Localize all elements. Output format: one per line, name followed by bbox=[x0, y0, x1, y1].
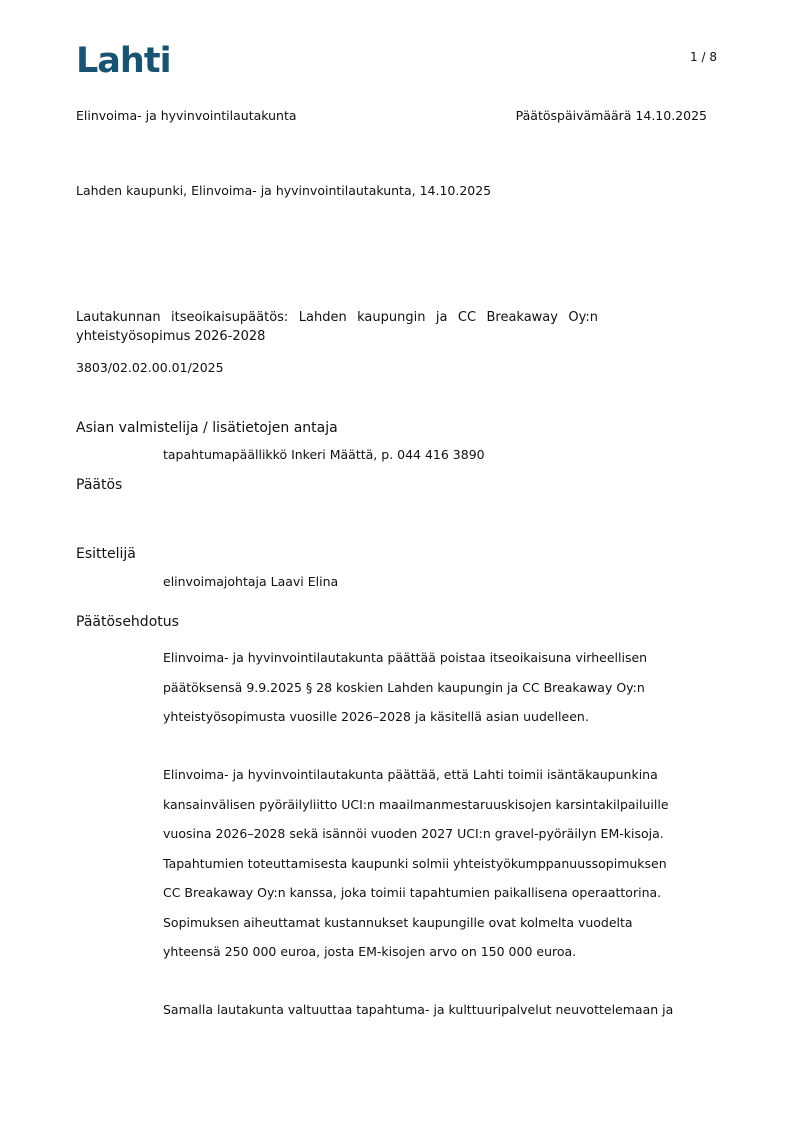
header-decision-date: Päätöspäivämäärä 14.10.2025 bbox=[515, 108, 707, 123]
paragraph-line: yhteensä 250 000 euroa, josta EM-kisojen arvo on 150 000 euroa. bbox=[163, 944, 577, 959]
paragraph-line: yhteistyösopimusta vuosille 2026–2028 ja käsitellä asian uudelleen. bbox=[163, 709, 589, 724]
proposal-paragraph-1 bbox=[163, 643, 703, 732]
preparer-value: tapahtumapäällikkö Inkeri Määttä, p. 044 416 3890 bbox=[163, 447, 485, 462]
presenter-value: elinvoimajohtaja Laavi Elina bbox=[163, 574, 339, 589]
decision-heading: Päätös bbox=[76, 477, 123, 493]
preparer-heading: Asian valmistelija / lisätietojen antaja bbox=[76, 420, 338, 436]
subject-line-2: yhteistyösopimus 2026-2028 bbox=[76, 329, 266, 344]
proposal-heading: Päätösehdotus bbox=[76, 614, 179, 630]
paragraph-line: CC Breakaway Oy:n kanssa, joka toimii tapahtumien paikallisena operaattorina. bbox=[163, 885, 662, 900]
header-committee: Elinvoima- ja hyvinvointilautakunta bbox=[76, 108, 297, 123]
paragraph-line: Tapahtumien toteuttamisesta kaupunki solmii yhteistyökumppanuussopimuksen bbox=[163, 855, 667, 871]
paragraph-line: Samalla lautakunta valtuuttaa tapahtuma- ja kulttuuripalvelut neuvottelemaan ja bbox=[163, 1002, 674, 1017]
lahti-logo: Lahti bbox=[76, 41, 171, 81]
proposal-paragraph-3 bbox=[163, 995, 703, 1025]
paragraph-line: päätöksensä 9.9.2025 § 28 koskien Lahden kaupungin ja CC Breakaway Oy:n bbox=[163, 679, 645, 695]
paragraph-line: kansainvälisen pyöräilyliitto UCI:n maailmanmestaruuskisojen karsintakilpailuille bbox=[163, 796, 669, 812]
subject-line-1: Lautakunnan itseoikaisupäätös: Lahden kaupungin ja CC Breakaway Oy:n bbox=[76, 310, 598, 325]
paragraph-line: Elinvoima- ja hyvinvointilautakunta päättää poistaa itseoikaisuna virheellisen bbox=[163, 650, 648, 665]
paragraph-line: Elinvoima- ja hyvinvointilautakunta päättää, että Lahti toimii isäntäkaupunkina bbox=[163, 767, 658, 782]
presenter-heading: Esittelijä bbox=[76, 546, 136, 562]
document-id: 3803/02.02.00.01/2025 bbox=[76, 360, 224, 375]
paragraph-line: Sopimuksen aiheuttamat kustannukset kaupungille ovat kolmelta vuodelta bbox=[163, 914, 633, 930]
paragraph-line: vuosina 2026–2028 sekä isännöi vuoden 2027 UCI:n gravel-pyöräilyn EM-kisoja. bbox=[163, 826, 664, 841]
subject-title bbox=[76, 308, 598, 346]
meta-line: Lahden kaupunki, Elinvoima- ja hyvinvointilautakunta, 14.10.2025 bbox=[76, 183, 492, 198]
proposal-paragraph-2 bbox=[163, 760, 703, 967]
page-number: 1 / 8 bbox=[690, 50, 717, 64]
